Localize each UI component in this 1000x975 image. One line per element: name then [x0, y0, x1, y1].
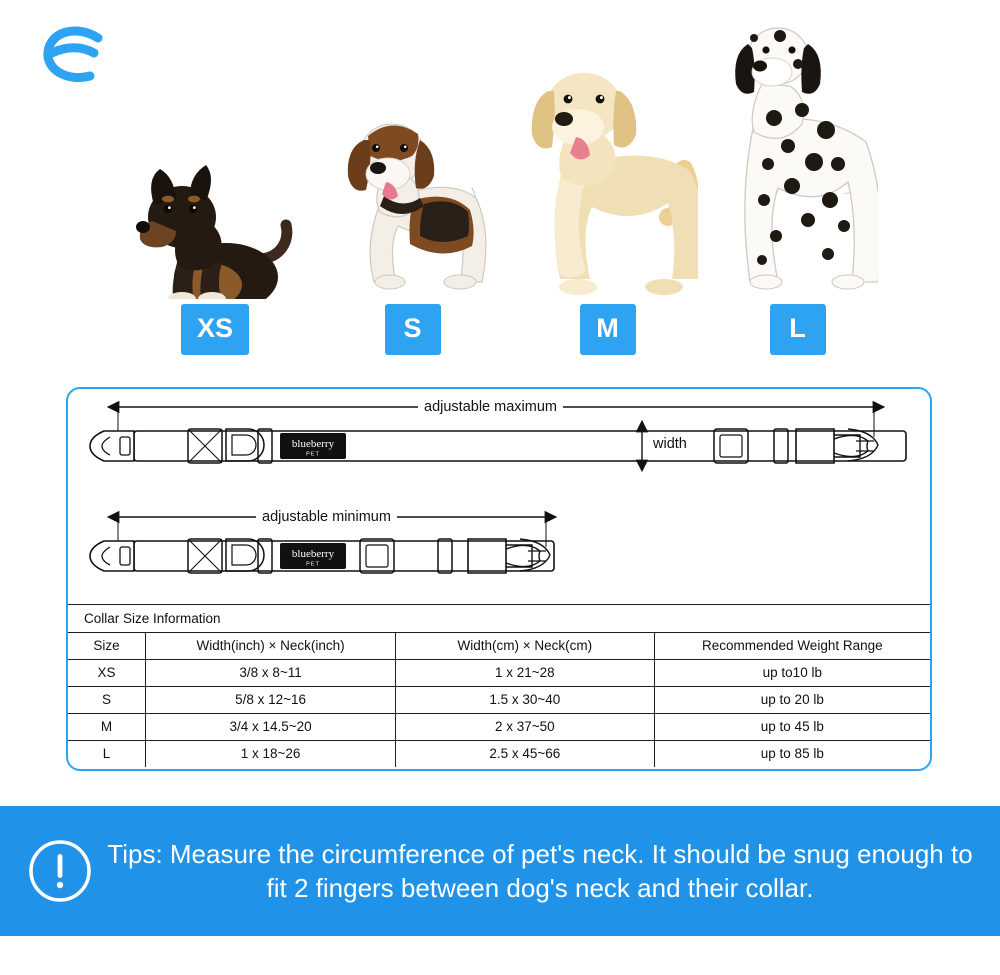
cell-weight: up to 45 lb [654, 714, 930, 741]
size-badge-l: L [770, 304, 826, 355]
collar-diagram-panel [66, 387, 932, 771]
size-badge-m: M [580, 304, 636, 355]
collar-diagram [68, 389, 930, 604]
table-row [68, 660, 930, 687]
cell-inch: 3/4 x 14.5~20 [146, 714, 396, 741]
width-label: width [653, 436, 687, 452]
collar-brand-tag-bottom: blueberry [291, 548, 335, 560]
tips-banner [0, 806, 1000, 936]
size-badge-s: S [385, 304, 441, 355]
cell-cm: 2 x 37~50 [396, 714, 655, 741]
cell-cm: 2.5 x 45~66 [396, 741, 655, 768]
cell-weight: up to10 lb [654, 660, 930, 687]
col-header-cm: Width(cm) × Neck(cm) [396, 633, 655, 660]
cell-size: M [68, 714, 146, 741]
dog-size-cell-m [510, 49, 705, 355]
cell-weight: up to 20 lb [654, 687, 930, 714]
table-header-row [68, 633, 930, 660]
dog-illustration-m [510, 49, 705, 304]
adjustable-minimum-label: adjustable minimum [256, 509, 397, 525]
dog-size-row [120, 0, 880, 355]
cell-inch: 5/8 x 12~16 [146, 687, 396, 714]
table-row [68, 714, 930, 741]
svg-text:PET: PET [306, 561, 320, 568]
cell-cm: 1.5 x 30~40 [396, 687, 655, 714]
brand-logo [36, 22, 116, 94]
cell-size: S [68, 687, 146, 714]
cell-size: XS [68, 660, 146, 687]
table-row [68, 687, 930, 714]
collar-size-table [68, 632, 930, 767]
table-row [68, 741, 930, 768]
cell-inch: 3/8 x 8~11 [146, 660, 396, 687]
cell-weight: up to 85 lb [654, 741, 930, 768]
col-header-size: Size [68, 633, 146, 660]
collar-brand-tag-top: blueberry [291, 438, 335, 450]
table-title: Collar Size Information [68, 604, 930, 632]
dog-size-cell-l [710, 14, 885, 355]
dog-illustration-l [710, 14, 885, 304]
cell-size: L [68, 741, 146, 768]
size-badge-xs: XS [181, 304, 249, 355]
exclamation-circle-icon [28, 839, 92, 903]
dog-illustration-xs [120, 109, 310, 304]
col-header-weight: Recommended Weight Range [654, 633, 930, 660]
tips-text: Tips: Measure the circumference of pet's neck. It should be snug enough to fit 2 fingers between dog's neck and their collar. [107, 838, 973, 903]
col-header-inch: Width(inch) × Neck(inch) [146, 633, 396, 660]
cell-cm: 1 x 21~28 [396, 660, 655, 687]
svg-text:PET: PET [306, 451, 320, 458]
cell-inch: 1 x 18~26 [146, 741, 396, 768]
adjustable-maximum-label: adjustable maximum [418, 399, 563, 415]
dog-size-cell-xs [120, 109, 310, 355]
dog-size-cell-s [320, 84, 505, 355]
dog-illustration-s [320, 84, 505, 304]
